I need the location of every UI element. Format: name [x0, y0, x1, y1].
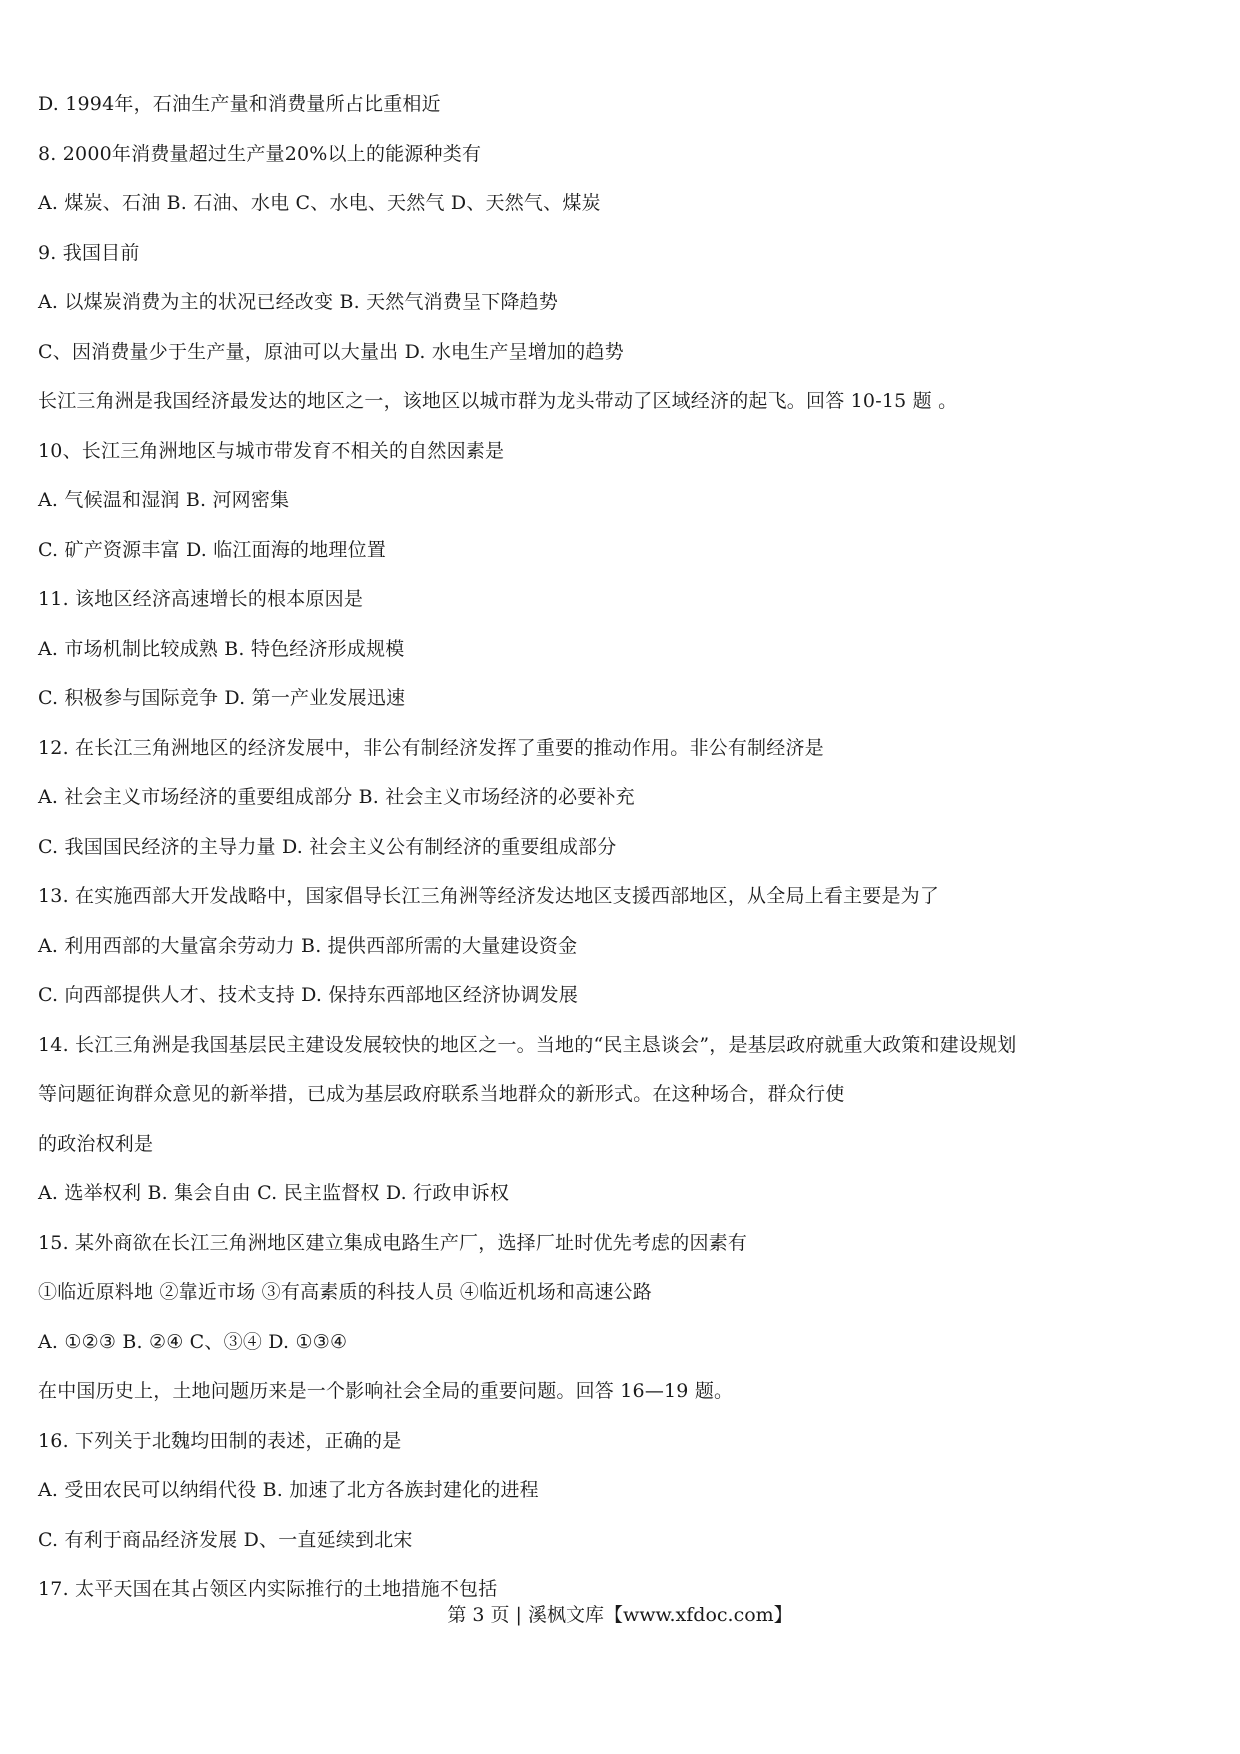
question-9-options-cd: C、因消费量少于生产量，原油可以大量出 D. 水电生产呈增加的趋势 [38, 340, 624, 363]
question-12-options-ab: A. 社会主义市场经济的重要组成部分 B. 社会主义市场经济的必要补充 [38, 786, 635, 808]
question-11-options-cd: C. 积极参与国际竞争 D. 第一产业发展迅速 [38, 687, 406, 709]
question-9: 9. 我国目前 [38, 241, 140, 264]
question-15-options: A. ①②③ B. ②④ C、③④ D. ①③④ [38, 1330, 348, 1353]
text-line: D. 1994年，石油生产量和消费量所占比重相近 [38, 93, 441, 115]
question-14-line-3: 的政治权利是 [38, 1132, 154, 1155]
passage-yangtze-delta: 长江三角洲是我国经济最发达的地区之一，该地区以城市群为龙头带动了区域经济的起飞。回答 10-15 题 。 [38, 390, 958, 412]
question-12-options-cd: C. 我国国民经济的主导力量 D. 社会主义公有制经济的重要组成部分 [38, 835, 617, 858]
question-10-options-cd: C. 矿产资源丰富 D. 临江面海的地理位置 [38, 538, 387, 561]
question-15-factors: ①临近原料地 ②靠近市场 ③有高素质的科技人员 ④临近机场和高速公路 [38, 1281, 652, 1303]
document-body [38, 80, 1208, 1615]
question-16-options-cd: C. 有利于商品经济发展 D、一直延续到北宋 [38, 1528, 413, 1551]
question-13-options-cd: C. 向西部提供人才、技术支持 D. 保持东西部地区经济协调发展 [38, 984, 579, 1006]
question-11-options-ab: A. 市场机制比较成熟 B. 特色经济形成规模 [38, 637, 405, 660]
question-17: 17. 太平天国在其占领区内实际推行的土地措施不包括 [38, 1578, 498, 1600]
question-16: 16. 下列关于北魏均田制的表述，正确的是 [38, 1429, 402, 1452]
question-15: 15. 某外商欲在长江三角洲地区建立集成电路生产厂，选择厂址时优先考虑的因素有 [38, 1231, 748, 1254]
question-8-options: A. 煤炭、石油 B. 石油、水电 C、水电、天然气 D、天然气、煤炭 [38, 192, 601, 214]
question-10-options-ab: A. 气候温和湿润 B. 河网密集 [38, 489, 290, 511]
page-footer: 第 3 页 | 溪枫文库【www.xfdoc.com】 [447, 1604, 793, 1626]
question-9-options-ab: A. 以煤炭消费为主的状况已经改变 B. 天然气消费呈下降趋势 [38, 291, 559, 313]
passage-land-history: 在中国历史上，土地问题历来是一个影响社会全局的重要问题。回答 16—19 题。 [38, 1380, 734, 1402]
question-16-options-ab: A. 受田农民可以纳绢代役 B. 加速了北方各族封建化的进程 [38, 1479, 539, 1501]
question-14-line-1: 14. 长江三角洲是我国基层民主建设发展较快的地区之一。当地的“民主恳谈会”，是基层政府就重大政策和建设规划 [38, 1033, 1017, 1056]
question-14-options: A. 选举权利 B. 集会自由 C. 民主监督权 D. 行政申诉权 [38, 1182, 510, 1204]
question-14-line-2: 等问题征询群众意见的新举措，已成为基层政府联系当地群众的新形式。在这种场合，群众行使 [38, 1083, 845, 1105]
question-13: 13. 在实施西部大开发战略中，国家倡导长江三角洲等经济发达地区支援西部地区，从全局上看主要是为了 [38, 885, 940, 907]
question-10: 10、长江三角洲地区与城市带发育不相关的自然因素是 [38, 439, 505, 462]
question-13-options-ab: A. 利用西部的大量富余劳动力 B. 提供西部所需的大量建设资金 [38, 934, 578, 957]
question-11: 11. 该地区经济高速增长的根本原因是 [38, 588, 364, 610]
question-8: 8. 2000年消费量超过生产量20%以上的能源种类有 [38, 142, 482, 165]
question-12: 12. 在长江三角洲地区的经济发展中，非公有制经济发挥了重要的推动作用。非公有制经济是 [38, 736, 824, 759]
